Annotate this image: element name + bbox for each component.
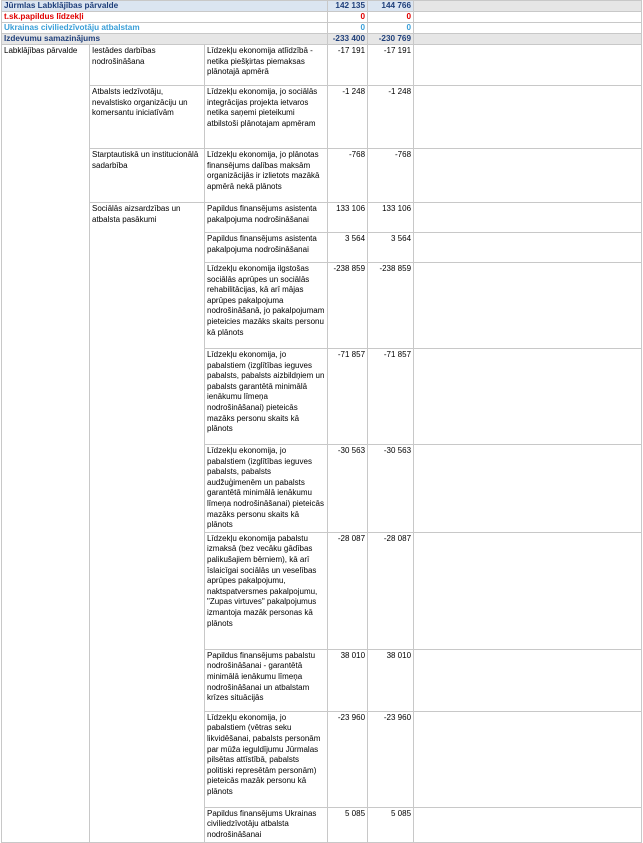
row-value-2: -71 857 (368, 349, 414, 445)
budget-table (1, 0, 642, 843)
row-value-2: -1 248 (368, 86, 414, 149)
header-value-1: 0 (328, 12, 368, 23)
row-value-2: 38 010 (368, 649, 414, 711)
row-description: Papildus finansējums asistenta pakalpojuma nodrošināšanai (205, 233, 328, 263)
org-name: Labklājības pārvalde (2, 45, 90, 843)
row-description: Līdzekļu ekonomija, jo pabalstiem (vētras seku likvidēšanai, pabalsts personām par mūža ieguldījumu Jūrmalas pilsētas attīstībā, pabalsts politiski represētām personām) pieteicās mazāk personu kā plānots (205, 711, 328, 807)
row-description: Papildus finansējums Ukrainas civiliedzīvotāju atbalsta nodrošināšanai (205, 807, 328, 842)
row-description: Līdzekļu ekonomija atlīdzībā - netika piešķirtas piemaksas plānotajā apmērā (205, 45, 328, 86)
group-name: Starptautiskā un institucionālā sadarbība (90, 149, 205, 203)
row-description: Līdzekļu ekonomija, jo sociālās integrācijas projekta ietvaros netika saņemi pieteikumi atbilstoši plānotajam apmēram (205, 86, 328, 149)
row-value-1: -28 087 (328, 532, 368, 649)
row-value-1: -71 857 (328, 349, 368, 445)
row-value-2: -768 (368, 149, 414, 203)
row-value-2: -23 960 (368, 711, 414, 807)
row-value-1: 5 085 (328, 807, 368, 842)
row-value-1: -238 859 (328, 263, 368, 349)
row-value-1: -768 (328, 149, 368, 203)
row-value-1: -30 563 (328, 445, 368, 533)
table-row[interactable] (2, 203, 642, 233)
header-value-2: 144 766 (368, 1, 414, 12)
row-value-2: 3 564 (368, 233, 414, 263)
header-value-1: 0 (328, 23, 368, 34)
header-value-2: 0 (368, 12, 414, 23)
header-value-2: -230 769 (368, 34, 414, 45)
header-value-1: 142 135 (328, 1, 368, 12)
header-row-reduction[interactable] (2, 34, 642, 45)
table-row[interactable] (2, 149, 642, 203)
row-description: Papildus finansējums pabalstu nodrošināšanai - garantētā minimālā ienākumu līmeņa nodrošināšanai un atbalstam krīzes situācijās (205, 649, 328, 711)
row-description: Papildus finansējums asistenta pakalpojuma nodrošināšanai (205, 203, 328, 233)
row-value-2: -17 191 (368, 45, 414, 86)
row-description: Līdzekļu ekonomija ilgstošas sociālās aprūpes un sociālās rehabilitācijas, kā arī mājas aprūpes pakalpojuma nodrošināšanā, jo pakalpojumam pieteicies mazāks skaits personu kā plānots (205, 263, 328, 349)
table-row[interactable] (2, 45, 642, 86)
row-value-2: -238 859 (368, 263, 414, 349)
row-description: Līdzekļu ekonomija, jo plānotas finansējums dalības maksām organizācijās ir izlietots mazākā apmērā nekā plānots (205, 149, 328, 203)
header-label: Ukrainas civiliedzīvotāju atbalstam (2, 23, 328, 34)
row-value-1: 133 106 (328, 203, 368, 233)
header-label: t.sk.papildus līdzekļi (2, 12, 328, 23)
row-value-1: 3 564 (328, 233, 368, 263)
header-row-additional[interactable] (2, 12, 642, 23)
header-row-ukraine[interactable] (2, 23, 642, 34)
row-value-1: -17 191 (328, 45, 368, 86)
row-description: Līdzekļu ekonomija pabalstu izmaksā (bez vecāku gādības palikušajiem bērniem), kā arī īslaicīgai sociālās un veselības aprūpes pakalpojumu, naktspatversmes pakalpojumu, "Zupas virtuves" pakalpojumus izmantoja mazāk personas kā plānots (205, 532, 328, 649)
header-value-2: 0 (368, 23, 414, 34)
header-row-total[interactable] (2, 1, 642, 12)
row-value-2: -28 087 (368, 532, 414, 649)
row-value-1: -1 248 (328, 86, 368, 149)
row-value-2: 133 106 (368, 203, 414, 233)
group-name: Atbalsts iedzīvotāju, nevalstisko organizāciju un komersantu iniciatīvām (90, 86, 205, 149)
row-value-1: -23 960 (328, 711, 368, 807)
header-label: Jūrmlas Labklājības pārvalde (2, 1, 328, 12)
row-value-2: -30 563 (368, 445, 414, 533)
group-name: Iestādes darbības nodrošināšana (90, 45, 205, 86)
row-value-2: 5 085 (368, 807, 414, 842)
header-label: Izdevumu samazinājums (2, 34, 328, 45)
row-description: Līdzekļu ekonomija, jo pabalstiem (izglītības ieguves pabalsts, pabalsts audžuģimenēm un pabalsts garantētā minimālā ienākumu līmeņa nodrošināšanai) pieteicās mazāks personu skaits kā plānots (205, 445, 328, 533)
row-value-1: 38 010 (328, 649, 368, 711)
group-name: Sociālās aizsardzības un atbalsta pasākumi (90, 203, 205, 843)
header-value-1: -233 400 (328, 34, 368, 45)
row-description: Līdzekļu ekonomija, jo pabalstiem (izglītības ieguves pabalsts, pabalsts aizbildņiem un pabalsts garantētā minimālā ienākumu līmeņa nodrošināšanai) pieteicās mazāks personu skaits kā plānots (205, 349, 328, 445)
table-row[interactable] (2, 86, 642, 149)
